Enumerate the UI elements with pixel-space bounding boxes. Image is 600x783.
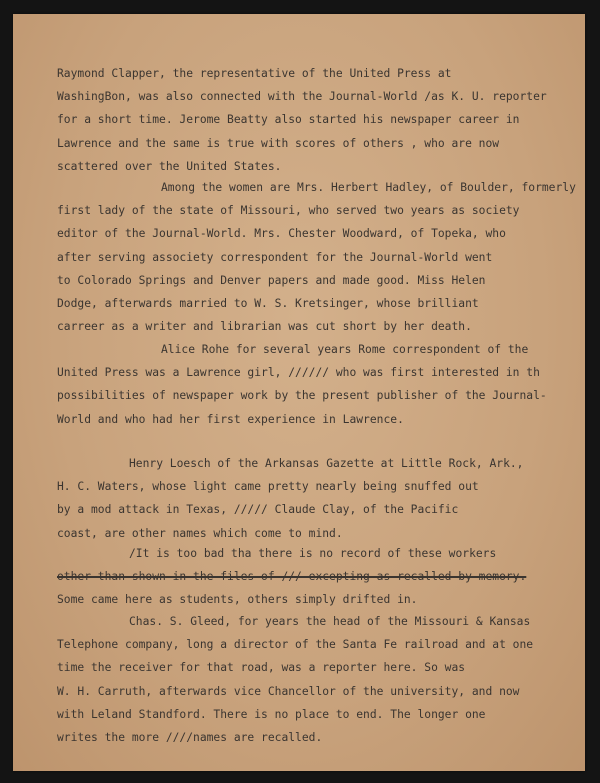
text-line: Some came here as students, others simply drifted in. bbox=[57, 593, 418, 607]
text-line: Telephone company, long a director of the Santa Fe railroad and at one bbox=[57, 638, 534, 652]
text-line: by a mod attack in Texas, ///// Claude Clay, of the Pacific bbox=[57, 503, 459, 517]
paragraph-clapper bbox=[57, 62, 557, 178]
typewritten-page bbox=[13, 14, 585, 771]
text-line: coast, are other names which come to mind. bbox=[57, 526, 343, 540]
text-line: H. C. Waters, whose light came pretty nearly being snuffed out bbox=[57, 480, 479, 494]
text-line: time the receiver for that road, was a reporter here. So was bbox=[57, 661, 466, 675]
text-line: with Leland Standford. There is no place to end. The longer one bbox=[57, 707, 486, 721]
text-line: writes the more ////names are recalled. bbox=[57, 730, 323, 744]
text-line: WashingBon, was also connected with the Journal-World /as K. U. reporter bbox=[57, 90, 547, 104]
text-line: Alice Rohe for several years Rome correspondent of the bbox=[161, 343, 529, 356]
text-line: Dodge, afterwards married to W. S. Kretsinger, whose brilliant bbox=[57, 296, 479, 310]
paragraph-rohe bbox=[57, 338, 557, 431]
text-line: for a short time. Jerome Beatty also started his newspaper career in bbox=[57, 113, 520, 127]
text-line: Lawrence and the same is true with scores of others , who are now bbox=[57, 136, 500, 150]
text-line: editor of the Journal-World. Mrs. Chester Woodward, of Topeka, who bbox=[57, 227, 506, 241]
text-line: Henry Loesch of the Arkansas Gazette at Little Rock, Ark., bbox=[129, 457, 524, 470]
text-line: scattered over the United States. bbox=[57, 159, 282, 173]
text-line: /It is too bad tha there is no record of these workers bbox=[129, 547, 497, 560]
paragraph-loesch bbox=[57, 452, 557, 545]
text-line: to Colorado Springs and Denver papers and made good. Miss Helen bbox=[57, 273, 486, 287]
text-line: first lady of the state of Missouri, who served two years as society bbox=[57, 204, 520, 218]
paragraph-women bbox=[57, 176, 576, 338]
text-line: Chas. S. Gleed, for years the head of the Missouri & Kansas bbox=[129, 615, 531, 628]
paragraph-record bbox=[57, 542, 557, 612]
text-line: after serving associety correspondent for the Journal-World went bbox=[57, 250, 493, 264]
paragraph-gleed bbox=[57, 610, 557, 749]
text-line: W. H. Carruth, afterwards vice Chancellor of the university, and now bbox=[57, 684, 520, 698]
text-line: World and who had her first experience in Lawrence. bbox=[57, 412, 404, 426]
text-line: Raymond Clapper, the representative of the United Press at bbox=[57, 67, 452, 80]
text-line: carreer as a writer and librarian was cut short by her death. bbox=[57, 320, 472, 334]
text-line: United Press was a Lawrence girl, ////// who was first interested in th bbox=[57, 366, 540, 380]
struck-text-line: other than shown in the files of /// excepting as recalled by memory. bbox=[57, 570, 527, 584]
text-line: possibilities of newspaper work by the present publisher of the Journal- bbox=[57, 389, 547, 403]
text-line: Among the women are Mrs. Herbert Hadley, of Boulder, formerly bbox=[161, 181, 576, 194]
